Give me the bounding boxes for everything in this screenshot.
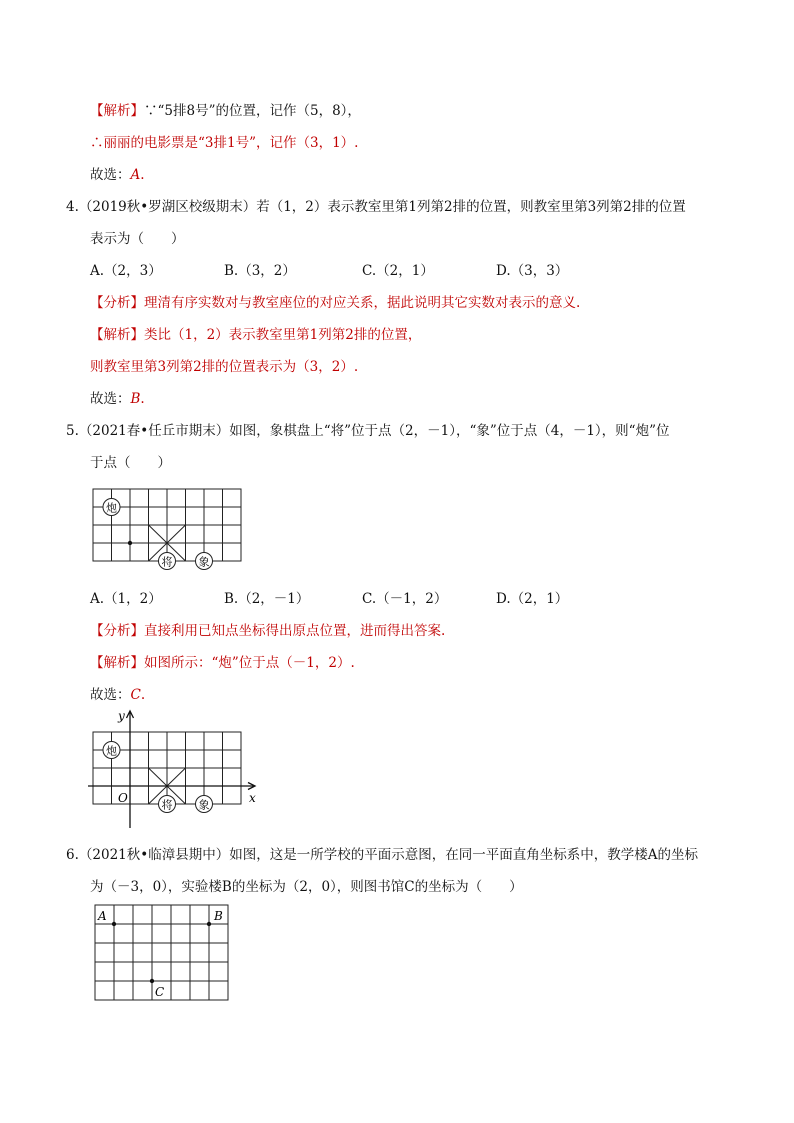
piece-xiang-label: 象 xyxy=(198,798,210,812)
fenxi-tag: 【分析】 xyxy=(90,295,144,311)
piece-jiang xyxy=(159,553,176,570)
piece-jiang-label: 将 xyxy=(161,555,173,569)
jiexi-tag: 【解析】 xyxy=(90,655,144,671)
prev-answer-line xyxy=(90,166,145,184)
y-axis-label: y xyxy=(118,709,125,723)
q4-jiexi-line xyxy=(90,326,421,344)
x-axis-label: x xyxy=(249,791,256,805)
q4-option-d: D.（3，3） xyxy=(496,263,569,279)
answer-value: C xyxy=(130,687,141,703)
answer-label: 故选： xyxy=(90,391,131,407)
q5-answer-line xyxy=(90,686,145,704)
piece-pao xyxy=(103,499,120,516)
q4-stem-line2: 表示为（ ） xyxy=(90,231,185,247)
prev-jiexi-line2: ∴丽丽的电影票是“3排1号”，记作（3，1）. xyxy=(90,135,359,151)
chess-board-figure xyxy=(92,488,244,570)
piece-jiang-label: 将 xyxy=(161,798,173,812)
answer-label: 故选： xyxy=(90,687,131,703)
answer-end: . xyxy=(140,687,146,703)
q5-option-d: D.（2，1） xyxy=(496,591,569,607)
jiexi-text: 如图所示：“炮”位于点（－1，2）. xyxy=(144,655,355,671)
point-b xyxy=(207,922,211,926)
q5-fenxi-line xyxy=(90,622,445,640)
question-number: 6. xyxy=(66,847,79,863)
point-b-label: B xyxy=(214,909,223,923)
piece-xiang-label: 象 xyxy=(198,555,210,569)
point-a-label: A xyxy=(98,909,107,923)
answer-end: . xyxy=(140,391,145,407)
prev-jiexi-line xyxy=(90,102,361,120)
point-c-label: C xyxy=(155,985,165,999)
chess-board-axes-figure xyxy=(88,708,268,832)
q4-answer-line xyxy=(90,390,145,408)
jiexi-tag: 【解析】 xyxy=(90,103,144,119)
fenxi-text: 理清有序实数对与教室座位的对应关系，据此说明其它实数对表示的意义. xyxy=(144,295,581,311)
answer-label: 故选： xyxy=(90,167,131,183)
q5-option-b: B.（2，－1） xyxy=(224,591,310,607)
school-plan-grid xyxy=(94,904,230,1002)
q4-option-a: A.（2，3） xyxy=(90,263,162,279)
piece-xiang xyxy=(196,796,213,813)
q6-stem-line2: 为（－3，0），实验楼B的坐标为（2，0），则图书馆C的坐标为（ ） xyxy=(90,879,523,895)
q4-option-b: B.（3，2） xyxy=(224,263,296,279)
q5-jiexi-line xyxy=(90,654,355,672)
origin-label: O xyxy=(118,791,128,805)
piece-pao xyxy=(103,742,120,759)
question-number: 5. xyxy=(66,423,79,439)
question-text: （2019秋•罗湖区校级期末）若（1，2）表示教室里第1列第2排的位置，则教室里第3列第2排的位置 xyxy=(78,199,686,215)
q5-stem-line1 xyxy=(66,422,669,440)
point-c xyxy=(150,979,154,983)
answer-value: A xyxy=(130,167,141,183)
piece-pao-label: 炮 xyxy=(106,744,117,758)
piece-jiang xyxy=(159,796,176,813)
q4-stem-line1 xyxy=(66,198,686,216)
jiexi-text: ∵“5排8号”的位置，记作（5，8）， xyxy=(144,103,361,119)
jiexi-tag: 【解析】 xyxy=(90,327,144,343)
answer-value: B xyxy=(130,391,141,407)
question-number: 4. xyxy=(66,199,79,215)
question-text: （2021秋•临漳县期中）如图，这是一所学校的平面示意图，在同一平面直角坐标系中，教学楼A的坐标 xyxy=(78,847,698,863)
q5-option-a: A.（1，2） xyxy=(90,591,162,607)
point-a xyxy=(112,922,116,926)
q5-stem-line2: 于点（ ） xyxy=(90,455,171,471)
fenxi-tag: 【分析】 xyxy=(90,623,144,639)
q4-jiexi-line2: 则教室里第3列第2排的位置表示为（3，2）. xyxy=(90,359,359,375)
q4-option-c: C.（2，1） xyxy=(362,263,434,279)
board-point xyxy=(128,541,132,545)
fenxi-text: 直接利用已知点坐标得出原点位置，进而得出答案. xyxy=(144,623,446,639)
q5-option-c: C.（－1，2） xyxy=(362,591,448,607)
answer-end: . xyxy=(140,167,145,183)
q4-fenxi-line xyxy=(90,294,580,312)
question-text: （2021春•任丘市期末）如图，象棋盘上“将”位于点（2，－1），“象”位于点（4，－1），则“炮”位 xyxy=(78,423,670,439)
jiexi-text: 类比（1，2）表示教室里第1列第2排的位置， xyxy=(144,327,422,343)
q6-stem-line1 xyxy=(66,846,698,864)
piece-xiang xyxy=(196,553,213,570)
piece-pao-label: 炮 xyxy=(106,501,117,515)
